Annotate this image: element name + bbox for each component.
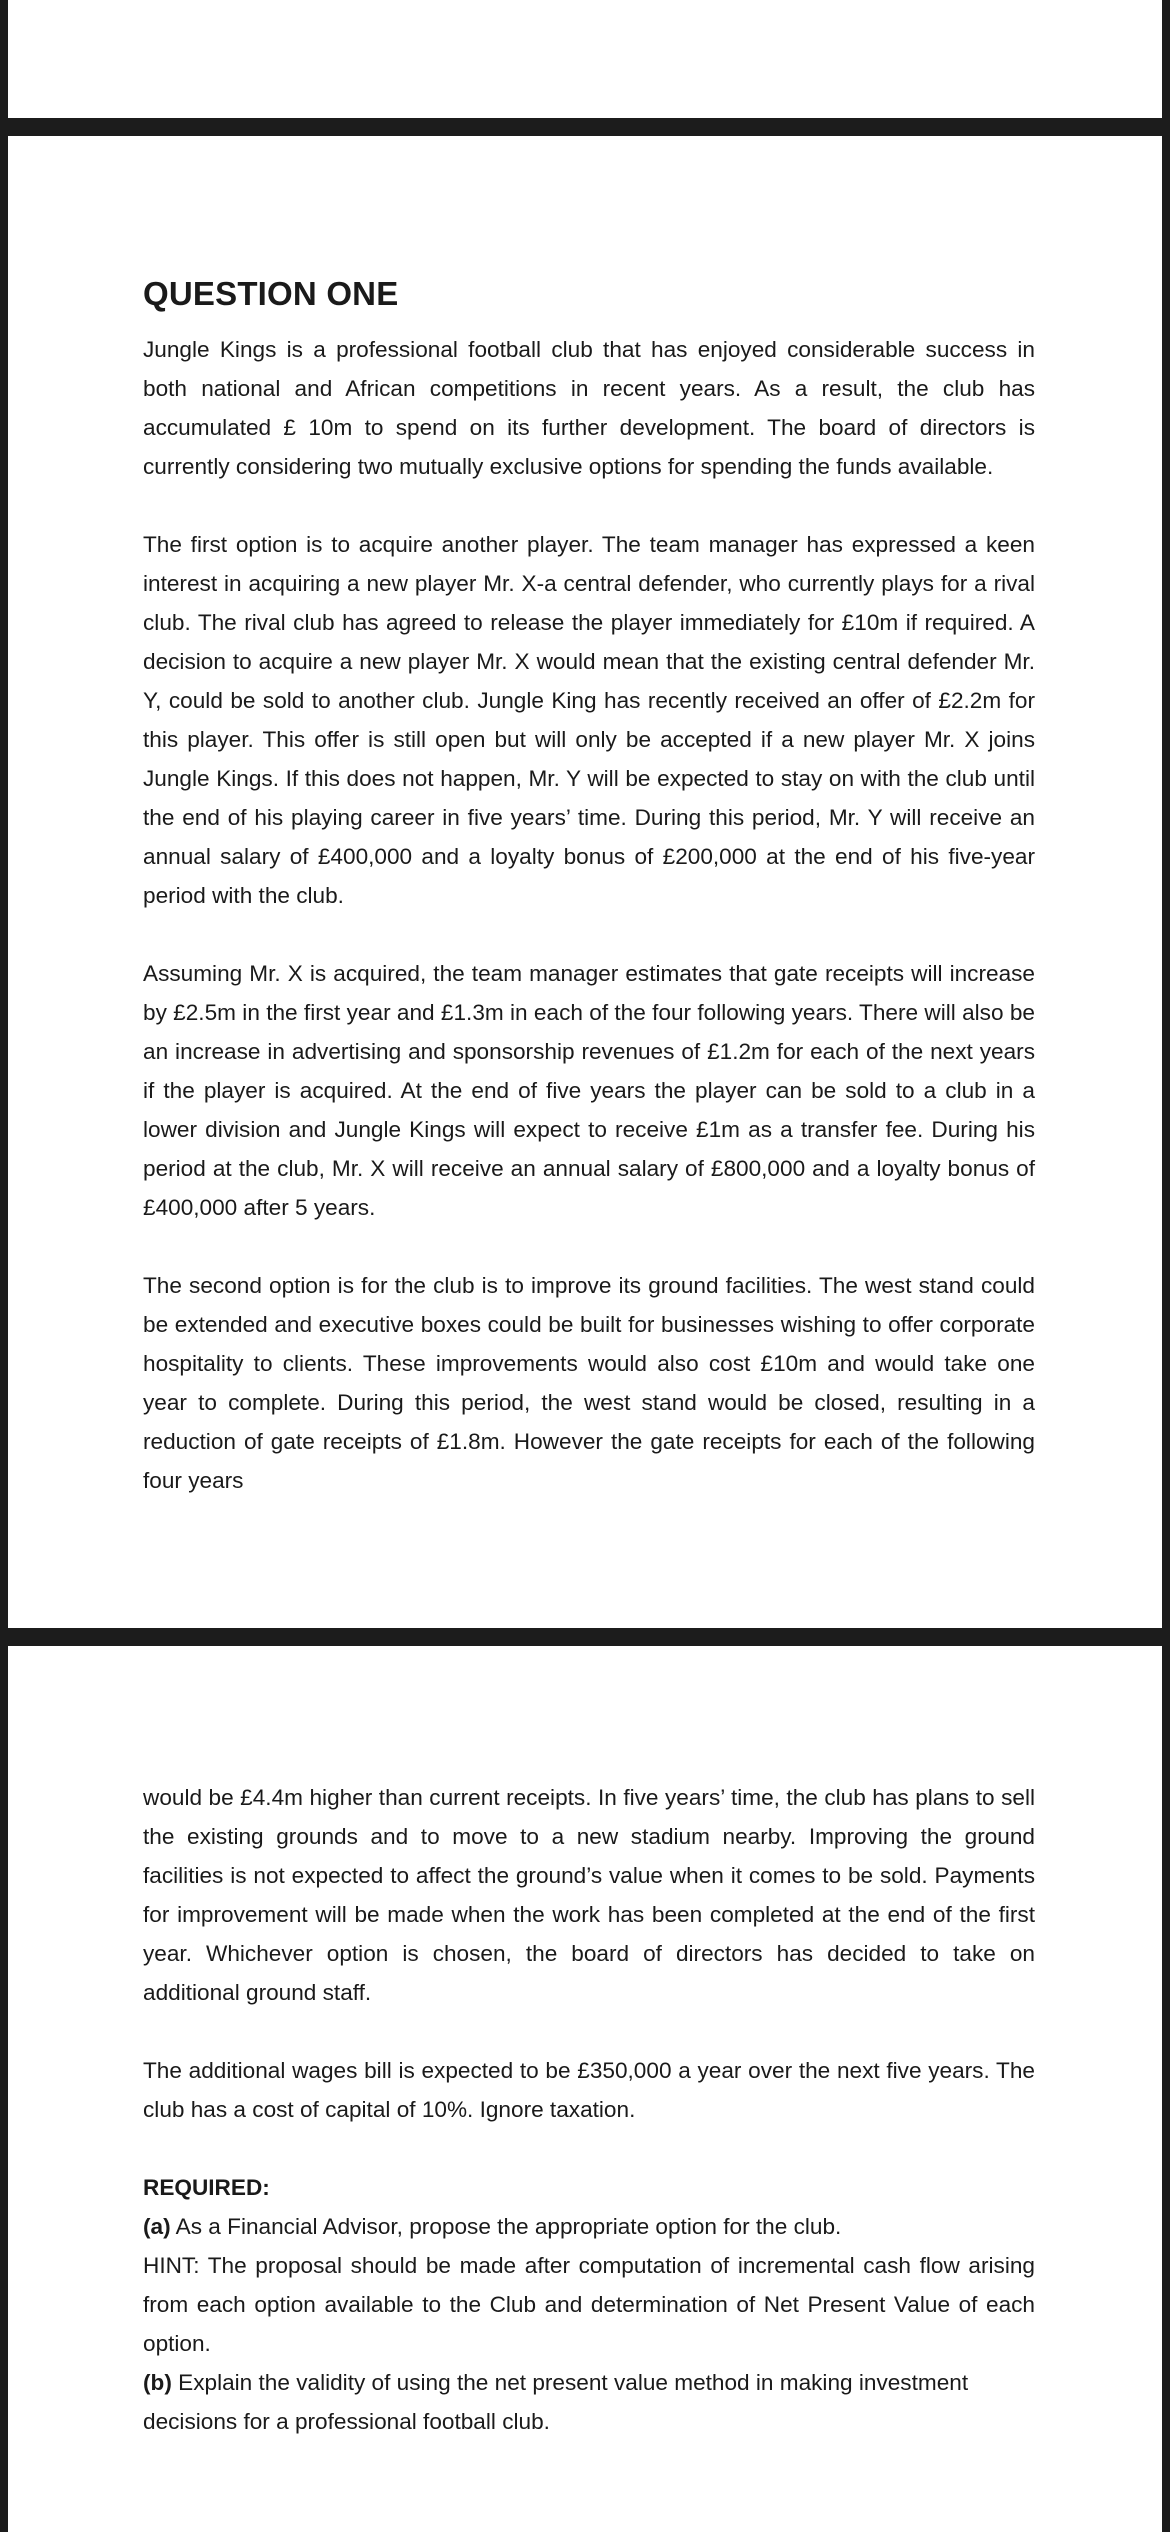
part-b-text: Explain the validity of using the net present value method in making investment decisions for a professional football club. [143, 2370, 969, 2434]
part-a-text: As a Financial Advisor, propose the appropriate option for the club. [170, 2214, 842, 2239]
part-a-label: (a) [143, 2214, 171, 2239]
paragraph-intro: Jungle Kings is a professional football club that has enjoyed considerable success in both national and African competitions in recent years. As a result, the club has accumulated £ 10m to spend on its further development. The board of directors is currently considering two mutually exclusive options for spending the funds available. [143, 337, 1035, 479]
paragraph-player-estimates: Assuming Mr. X is acquired, the team manager estimates that gate receipts will increase by £2.5m in the first year and £1.3m in each of the four following years. There will also be an increase in advertising and sponsorship revenues of £1.2m for each of the next years if the player is acquired. At the end of five years the player can be sold to a club in a lower division and Jungle Kings will expect to receive £1m as a transfer fee. During his period at the club, Mr. X will receive an annual salary of £800,000 and a loyalty bonus of £400,000 after 5 years. [143, 961, 1035, 1220]
page-2-content [143, 268, 1035, 1500]
required-hint: HINT: The proposal should be made after computation of incremental cash flow arising from each option available to the Club and determination of Net Present Value of each option. [143, 2253, 1035, 2356]
paragraph-option-two-continued: would be £4.4m higher than current receipts. In five years’ time, the club has plans to sell the existing grounds and to move to a new stadium nearby. Improving the ground facilities is not expected to affect the ground’s value when it comes to be sold. Payments for improvement will be made when the work has been completed at the end of the first year. Whichever option is chosen, the board of directors has decided to take on additional ground staff. [143, 1785, 1035, 2005]
required-part-a [143, 2207, 1035, 2246]
question-heading: QUESTION ONE [143, 275, 399, 312]
part-b-label: (b) [143, 2370, 172, 2395]
page-3-content [143, 1778, 1035, 2441]
paragraph-wages: The additional wages bill is expected to be £350,000 a year over the next five years. The club has a cost of capital of 10%. Ignore taxation. [143, 2058, 1035, 2122]
page-top [8, 0, 1162, 118]
page-2 [8, 136, 1162, 1628]
paragraph-option-one: The first option is to acquire another player. The team manager has expressed a keen interest in acquiring a new player Mr. X-a central defender, who currently plays for a rival club. The rival club has agreed to release the player immediately for £10m if required. A decision to acquire a new player Mr. X would mean that the existing central defender Mr. Y, could be sold to another club. Jungle King has recently received an offer of £2.2m for this player. This offer is still open but will only be accepted if a new player Mr. X joins Jungle Kings. If this does not happen, Mr. Y will be expected to stay on with the club until the end of his playing career in five years’ time. During this period, Mr. Y will receive an annual salary of £400,000 and a loyalty bonus of £200,000 at the end of his five-year period with the club. [143, 532, 1035, 908]
required-title: REQUIRED: [143, 2175, 270, 2200]
required-part-b [143, 2363, 1035, 2441]
page-3 [8, 1646, 1162, 2532]
paragraph-option-two: The second option is for the club is to improve its ground facilities. The west stand could be extended and executive boxes could be built for businesses wishing to offer corporate hospitality to clients. These improvements would also cost £10m and would take one year to complete. During this period, the west stand would be closed, resulting in a reduction of gate receipts of £1.8m. However the gate receipts for each of the following four years [143, 1273, 1035, 1493]
